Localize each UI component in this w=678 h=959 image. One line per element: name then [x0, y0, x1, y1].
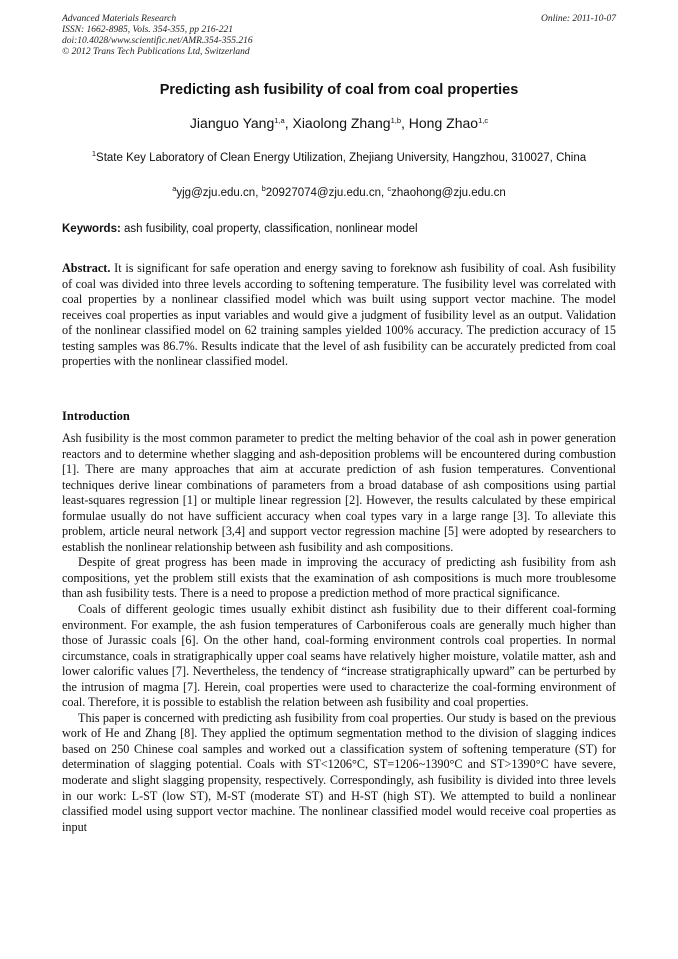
doi-line: doi:10.4028/www.scientific.net/AMR.354-355.216 — [62, 36, 253, 46]
paragraph: Coals of different geologic times usually exhibit distinct ash fusibility due to their different coal-forming environment. For example, the ash fusion temperatures of Carboniferous coals are generally much higher than those of Jurassic coals [6]. On the other hand, coal-forming environment controls coal properties. In normal circumstance, coals in stratigraphically upper coal seams have relatively higher moisture, volatile matter, ash and lower calorific values [7]. Nevertheless, the tendency of “increase stratigraphically upward” can be perturbed by the intrusion of magma [7]. Herein, coal properties were used to characterize the coal-forming environment of coal. Therefore, it is possible to establish the relation between ash fusibility and coal properties. — [62, 602, 616, 710]
online-date: Online: 2011-10-07 — [540, 14, 616, 24]
email-separator: , — [381, 187, 388, 199]
author-separator: , — [284, 115, 293, 131]
copyright-line: © 2012 Trans Tech Publications Ltd, Switzerland — [62, 47, 250, 57]
author-name: Hong Zhao — [408, 115, 479, 131]
email-address: yjg@zju.edu.cn — [176, 187, 256, 199]
paragraph: Ash fusibility is the most common parameter to predict the melting behavior of the coal ash in power generation reactors and to determine whether slagging and ash-deposition problems will be encountered during combustion [1]. There are many approaches that aim at accurate prediction of ash fusion temperatures. Conventional techniques derive linear combinations of parameters from a broad database of ash compositions using partial least-squares regression [1] or multiple linear regression [2]. However, the results calculated by these empirical formulae usually do not have sufficient accuracy when coal types vary in a large range [3]. To alleviate this problem, article neural network [3,4] and support vector regression machine [5] were adopted by researchers to establish the nonlinear relationship between ash fusibility and ash compositions. — [62, 431, 616, 554]
email-address: zhaohong@zju.edu.cn — [391, 187, 506, 199]
author-list — [62, 115, 616, 131]
abstract-text: It is significant for safe operation and energy saving to foreknow ash fusibility of coal. Ash fusibility of coal was divided into three levels according to softening temperature. The fusibility level was correlated with coal properties by a nonlinear classified model which was built using support vector machine. The model receives coal properties as input variables and would give a judgment of fusibility level as an output. Validation of the nonlinear classified model on 62 training samples yielded 100% accuracy. The prediction accuracy of 15 testing samples was 86.7%. Results indicate that the level of ash fusibility can be accurately predicted from coal properties with the nonlinear classified model. — [62, 261, 616, 369]
keywords-text: ash fusibility, coal property, classification, nonlinear model — [124, 223, 418, 235]
affiliation-superscript: 1 — [91, 149, 97, 158]
email-superscript: b — [261, 184, 266, 193]
paragraph: This paper is concerned with predicting ash fusibility from coal properties. Our study is based on the previous work of He and Zhang [8]. They applied the optimum segmentation method to the division of slagging indices based on 250 Chinese coal samples and worked out a classification system of softening temperature (ST) for determination of slagging potential. Coals with ST<1206°C, ST=1206~1390°C and ST>1390°C have severe, moderate and slight slagging propensity, respectively. Correspondingly, ash fusibility is divided into three levels in our work: L-ST (low ST), M-ST (moderate ST) and H-ST (high ST). We attempted to build a nonlinear classified model using support vector machine. The nonlinear classified model would receive coal properties as input — [62, 710, 616, 834]
keywords — [62, 223, 616, 235]
author-superscript: 1,a — [274, 116, 285, 125]
author-name: Jianguo Yang — [189, 115, 275, 131]
abstract-label: Abstract. — [62, 261, 111, 275]
issn-line: ISSN: 1662-8985, Vols. 354-355, pp 216-221 — [62, 25, 233, 35]
abstract — [62, 261, 616, 370]
email-superscript: c — [387, 184, 392, 193]
email-separator: , — [255, 187, 262, 199]
email-list — [62, 184, 616, 199]
affiliation-text: State Key Laboratory of Clean Energy Utilization, Zhejiang University, Hangzhou, 310027, China — [96, 152, 587, 164]
author-separator: , — [401, 115, 409, 131]
email-superscript: a — [172, 184, 177, 193]
keywords-label: Keywords: — [62, 223, 121, 235]
introduction-body — [62, 431, 616, 835]
running-header — [62, 14, 616, 58]
paper-title: Predicting ash fusibility of coal from coal properties — [159, 82, 519, 98]
section-heading-introduction: Introduction — [62, 409, 130, 423]
author-superscript: 1,c — [478, 116, 489, 125]
paragraph: Despite of great progress has been made in improving the accuracy of predicting ash fusibility from ash compositions, yet the problem still exists that the examination of ash compositions is much more troublesome than ash fusibility tests. There is a need to propose a prediction method of more practical significance. — [62, 555, 616, 601]
affiliation — [62, 149, 616, 164]
email-address: 20927074@zju.edu.cn — [265, 187, 382, 199]
journal-name: Advanced Materials Research — [62, 14, 177, 24]
author-superscript: 1,b — [390, 116, 401, 125]
author-name: Xiaolong Zhang — [292, 115, 391, 131]
